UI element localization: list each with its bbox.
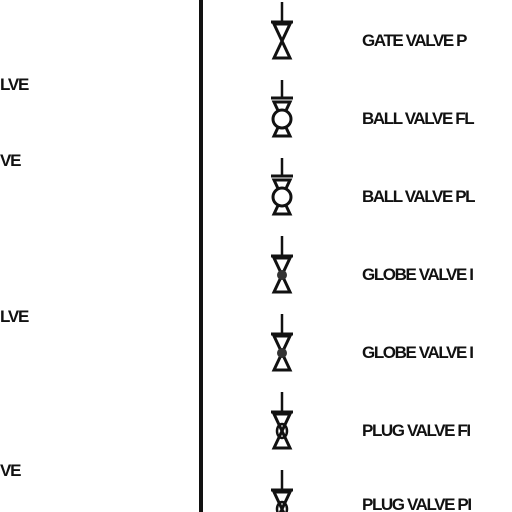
ball-valve-icon — [262, 156, 302, 220]
left-label-3: LVE — [0, 307, 29, 326]
left-label-2: VE — [0, 151, 21, 170]
ball-valve-icon — [262, 78, 302, 142]
valve-label-2: BALL VALVE FL — [362, 109, 474, 128]
globe-valve-icon — [262, 234, 302, 298]
valve-label-3: BALL VALVE PL — [362, 187, 475, 206]
plug-valve-icon — [262, 468, 302, 512]
valve-label-7: PLUG VALVE PI — [362, 495, 471, 512]
valve-label-5: GLOBE VALVE I — [362, 343, 473, 362]
column-divider — [199, 0, 203, 512]
left-label-1: LVE — [0, 75, 29, 94]
valve-label-1: GATE VALVE P — [362, 31, 467, 50]
valve-label-6: PLUG VALVE FI — [362, 421, 470, 440]
left-label-4: VE — [0, 461, 21, 480]
gate-valve-icon — [262, 0, 302, 64]
plug-valve-icon — [262, 390, 302, 454]
globe-valve-icon — [262, 312, 302, 376]
valve-label-4: GLOBE VALVE I — [362, 265, 473, 284]
